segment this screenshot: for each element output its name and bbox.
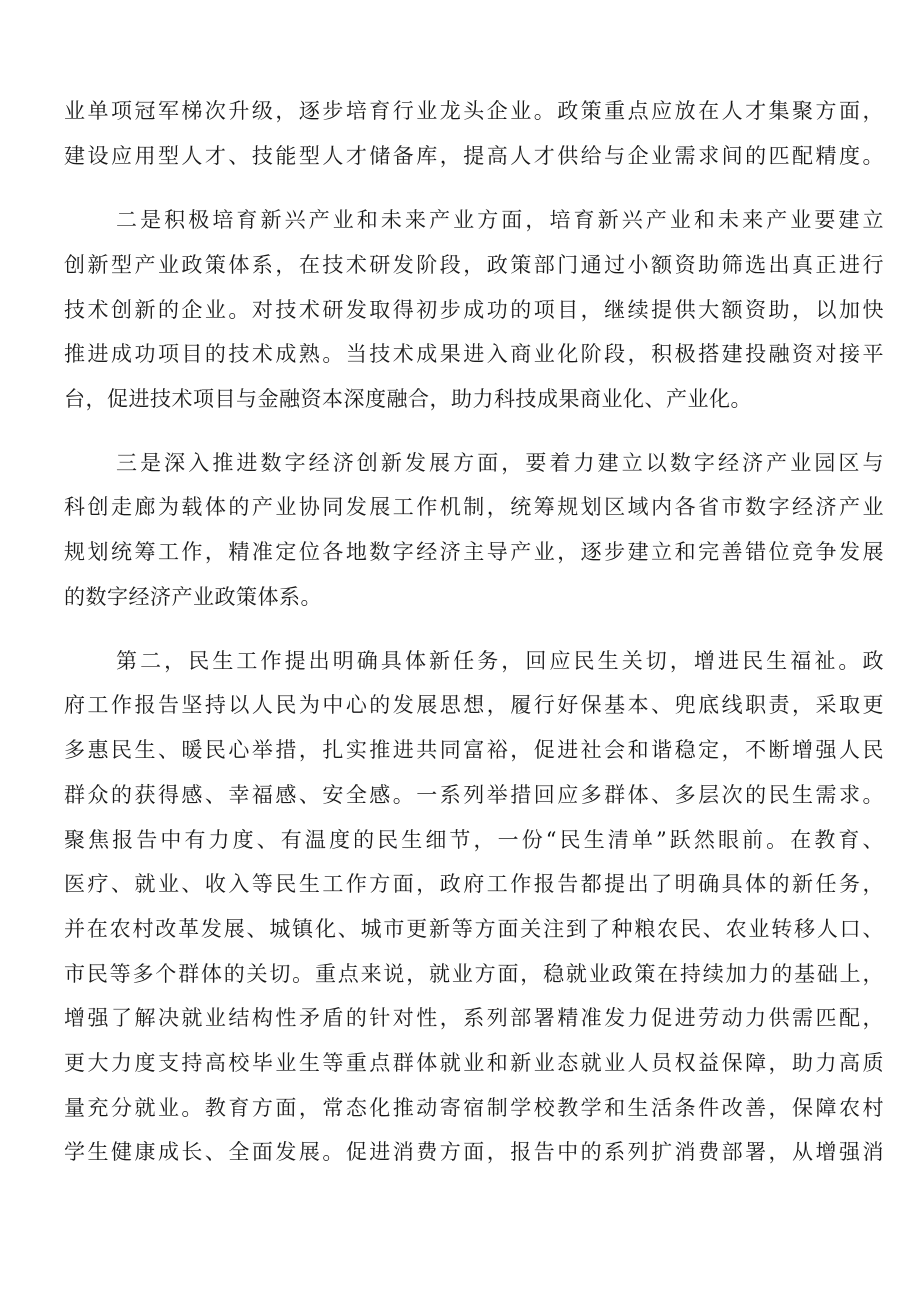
text-line: 增强了解决就业结构性矛盾的针对性，系列部署精准发力促进劳动力供需匹配， [64, 1006, 884, 1030]
text-line: 三是深入推进数字经济创新发展方面，要着力建立以数字经济产业园区与 [116, 451, 884, 475]
text-line: 二是积极培育新兴产业和未来产业方面，培育新兴产业和未来产业要建立 [116, 208, 884, 232]
text-line: 科创走廊为载体的产业协同发展工作机制，统筹规划区域内各省市数字经济产业 [64, 495, 884, 519]
text-line: 技术创新的企业。对技术研发取得初步成功的项目，继续提供大额资助，以加快 [64, 298, 884, 322]
text-line: 并在农村改革发展、城镇化、城市更新等方面关注到了种粮农民、农业转移人口、 [64, 917, 884, 941]
text-line: 多惠民生、暖民心举措，扎实推进共同富裕，促进社会和谐稳定，不断增强人民 [64, 738, 884, 762]
text-line: 第二，民生工作提出明确具体新任务，回应民生关切，增进民生福祉。政 [116, 649, 884, 673]
text-line: 台，促进技术项目与金融资本深度融合，助力科技成果商业化、产业化。 [64, 387, 752, 411]
text-line: 群众的获得感、幸福感、安全感。一系列举措回应多群体、多层次的民生需求。 [64, 783, 884, 807]
text-line: 医疗、就业、收入等民生工作方面，政府工作报告都提出了明确具体的新任务， [64, 872, 884, 896]
text-line: 建设应用型人才、技能型人才储备库，提高人才供给与企业需求间的匹配精度。 [64, 144, 884, 168]
text-line: 规划统筹工作，精准定位各地数字经济主导产业，逐步建立和完善错位竞争发展 [64, 540, 884, 564]
text-line: 聚焦报告中有力度、有温度的民生细节，一份“民生清单”跃然眼前。在教育、 [64, 828, 884, 852]
text-line: 创新型产业政策体系，在技术研发阶段，政策部门通过小额资助筛选出真正进行 [64, 253, 884, 277]
text-line: 更大力度支持高校毕业生等重点群体就业和新业态就业人员权益保障，助力高质 [64, 1051, 884, 1075]
text-line: 市民等多个群体的关切。重点来说，就业方面，稳就业政策在持续加力的基础上， [64, 962, 884, 986]
text-line: 量充分就业。教育方面，常态化推动寄宿制学校教学和生活条件改善，保障农村 [64, 1096, 884, 1120]
text-line: 业单项冠军梯次升级，逐步培育行业龙头企业。政策重点应放在人才集聚方面， [64, 99, 884, 123]
text-line: 学生健康成长、全面发展。促进消费方面，报告中的系列扩消费部署，从增强消 [64, 1140, 884, 1164]
text-line: 的数字经济产业政策体系。 [64, 585, 322, 609]
text-line: 推进成功项目的技术成熟。当技术成果进入商业化阶段，积极搭建投融资对接平 [64, 342, 884, 366]
text-line: 府工作报告坚持以人民为中心的发展思想，履行好保基本、兜底线职责，采取更 [64, 693, 884, 717]
